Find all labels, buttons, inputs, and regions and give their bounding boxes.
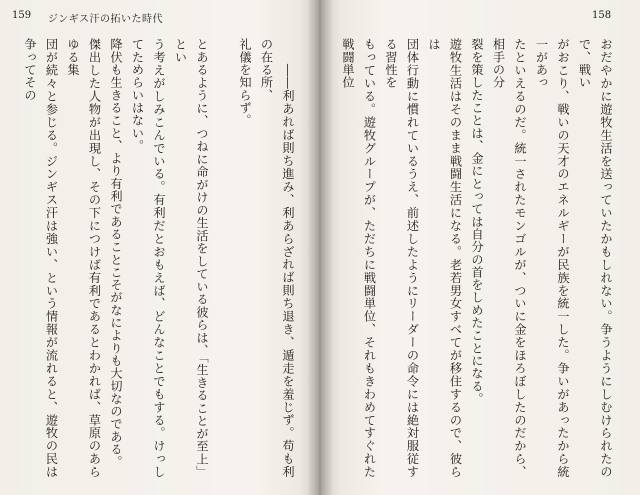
text-line: 遊牧生活はそのまま戦闘生活になる。老若男女すべてが移住するので、彼らは — [427, 38, 463, 478]
text-line: もっている。遊牧グループが、ただちに戦闘単位、それもきわめてすぐれた戦闘単位 — [341, 38, 377, 478]
text-line: 団体行動に慣れているうえ、前述したようにリーダーの命令には絶対服従する習性を — [384, 38, 420, 478]
text-line: 裂を策したことは、金にとっては自分の首をしめたことになる。 — [470, 38, 484, 405]
page-number-right: 158 — [592, 10, 612, 21]
right-body-text — [336, 38, 616, 478]
text-line — [336, 38, 337, 478]
text-line: がおこり、戦いの天才のエネルギーが民族を統一した。争いがあったから統一があっ — [534, 38, 570, 478]
text-line: たといえるのだ。統一されたモンゴルが、ついに金をほろぼしたのだから、相手の分 — [491, 38, 527, 478]
left-page — [0, 0, 316, 495]
running-head: ジンギス汗の拓いた時代 — [48, 14, 164, 25]
left-body-text — [22, 38, 298, 478]
text-line: 傑出した人物が出現し、その下につけば有利であるとわかれば、草原のあらゆる集 — [66, 38, 102, 478]
text-line: おだやかに遊牧生活を送っていたかもしれない。争うようにしむけられたので、戦い — [577, 38, 613, 478]
text-line: 礼儀を知らず。 — [238, 38, 252, 127]
right-page — [324, 0, 640, 495]
page-number-left: 159 — [12, 10, 32, 21]
text-line: 降伏も生きること、より有利であることこそがなによりも大切なのである。 — [109, 38, 123, 469]
text-line: 団が続々と参じる。ジンギス汗は強い、という情報が流れると、遊牧の民は争ってその — [23, 38, 59, 478]
text-line: ――利あれば則ち進み、利あらざれば則ち退き、遁走を羞じず。苟も利の在る所、 — [259, 38, 295, 478]
text-line: とあるように、つねに命がけの生活をしている彼らは、「生きることが至上」とい — [173, 38, 209, 478]
text-line: う考えがしみこんでいる。有利だとおもえば、どんなことでもする。けっしてためらいはない。 — [130, 38, 166, 478]
